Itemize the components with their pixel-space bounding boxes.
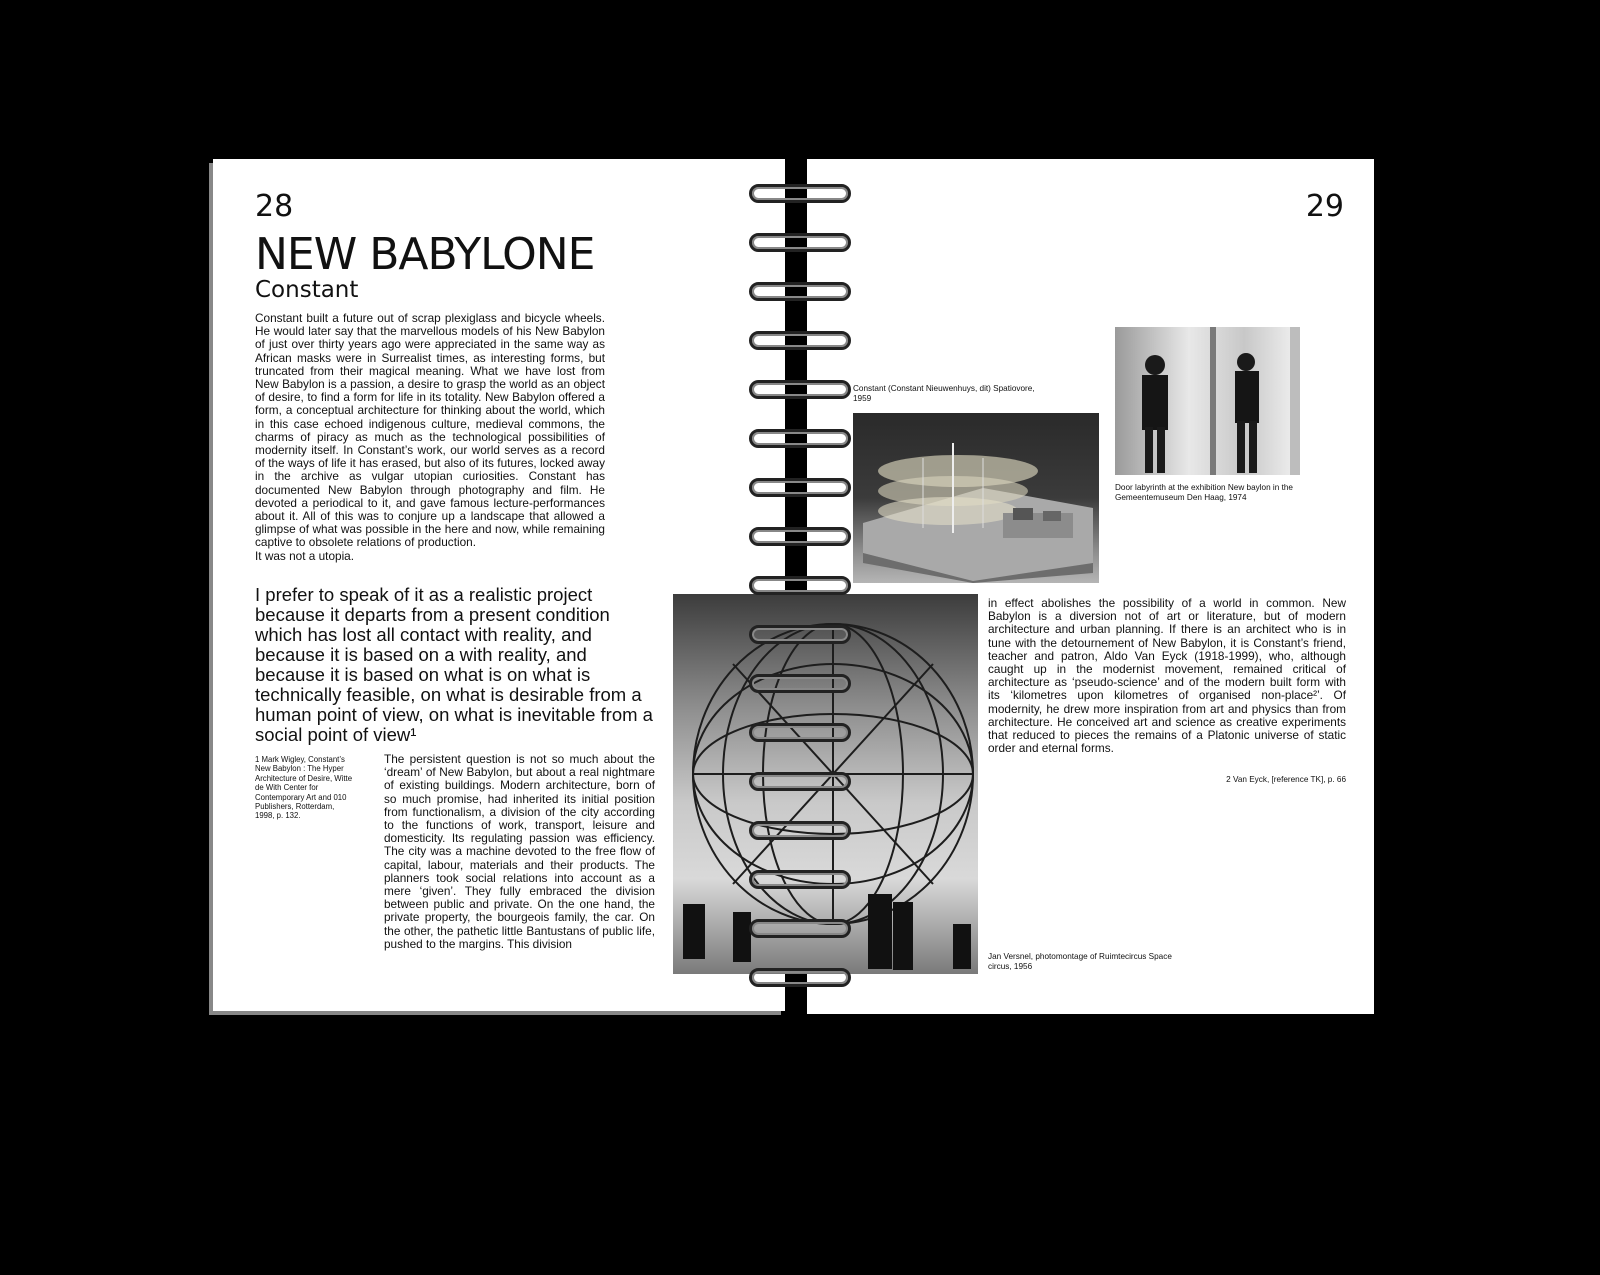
caption-spatiovore: Constant (Constant Nieuwenhuys, dit) Spatiovore, 1959 <box>853 384 1035 403</box>
binding-coil <box>749 723 851 742</box>
intro-paragraph: Constant built a future out of scrap plexiglass and bicycle wheels. He would later say that the marvellous models of his New Babylon of just over thirty years ago were appreciated in the same way as African masks were in Surrealist times, as interesting forms, but truncated from their magical meaning. What we have lost from New Babylon is a passion, a desire to grasp the world as an object of desire, to find a form for life in its totality. New Babylon offered a form, a conceptual architecture for thinking about the world, which in this case echoed indigenous culture, medieval commons, the charms of piracy as much as the technological possibilities of modernity itself. In Constant’s work, our world serves as a record of the ways of life it has erased, but also of its futures, locked away in the archive as vulgar utopian curiosities. Constant has documented New Babylon through photography and film. He devoted a periodical to it, and gave famous lecture-performances about it. All of this was to conjure up a landscape that allowed a glimpse of what was possible in the here and now, while remaining captive to obsolete relations of production. <box>255 311 605 550</box>
binding-coil <box>749 429 851 448</box>
binding-coil <box>749 380 851 399</box>
binding-coil <box>749 527 851 546</box>
binding-coil <box>749 331 851 350</box>
binding-coil <box>749 233 851 252</box>
binding-coil <box>749 919 851 938</box>
binding-coil <box>749 478 851 497</box>
photo-spatiovore-model <box>853 413 1099 583</box>
binding-coil <box>749 184 851 203</box>
article-subtitle: Constant <box>255 277 359 303</box>
footnote-1: 1 Mark Wigley, Constant’s New Babylon : The Hyper Architecture of Desire, Witte de With Center for Contemporary Art and 010 Publishers, Rotterdam, 1998, p. 132. <box>255 755 353 821</box>
binding-coil <box>749 968 851 987</box>
footnote-2: 2 Van Eyck, [reference TK], p. 66 <box>1226 775 1346 784</box>
body-column-left: The persistent question is not so much about the ‘dream’ of New Babylon, but about a real nightmare of existing buildings. Modern architecture, born of so much promise, had inherited its initial position from functionalism, a division of the city according to the functions of work, transport, leisure and domesticity. Its regulating passion was efficiency. The city was a machine devoted to the free flow of capital, labour, materials and their products. The planners took social relations into account as a mere ‘given’. They fully embraced the division between public and private. On the one hand, the private property, the bourgeois family, the car. On the other, the pathetic little Bantustans of public life, pushed to the margins. This division <box>384 752 655 951</box>
caption-space-circus: Jan Versnel, photomontage of Ruimtecircus Space circus, 1956 <box>988 952 1172 971</box>
binding-coil <box>749 772 851 791</box>
binding-coil <box>749 674 851 693</box>
intro-text <box>255 312 605 563</box>
binding-coil <box>749 282 851 301</box>
binding-coil <box>749 870 851 889</box>
pull-quote: I prefer to speak of it as a realistic project because it departs from a present condition which has lost all contact with reality, and because it is based on a with reality, and because it is based on what is on what is technically feasible, on what is desirable from a human point of view, on what is inevitable from a social point of view¹ <box>255 584 653 745</box>
binding-coil <box>749 821 851 840</box>
article-title: NEW BABYLONE <box>255 229 595 280</box>
binding-coil <box>749 625 851 644</box>
binding-coil <box>749 576 851 595</box>
photo-door-labyrinth <box>1115 327 1300 475</box>
caption-door-labyrinth: Door labyrinth at the exhibition New baylon in the Gemeentemuseum Den Haag, 1974 <box>1115 483 1293 502</box>
intro-closing-line: It was not a utopia. <box>255 548 355 563</box>
page-number-left: 28 <box>255 189 294 224</box>
page-number-right: 29 <box>1305 189 1344 224</box>
body-column-right: in effect abolishes the possibility of a world in common. New Babylon is a diversion not of art or literature, but of modern architecture and urban planning. If there is an architect who is in tune with the detournement of New Babylon, it is Constant’s friend, teacher and patron, Aldo Van Eyck (1918-1999), who, although caught up in the modernist movement, remained critical of architecture as ‘pseudo-science’ and of the modern built form with its ‘kilometres upon kilometres of organised non-place²’. Of modernity, he drew more inspiration from art and physics than from architecture. He conceived art and science as creative experiments that reduced to pieces the remains of a Platonic universe of static order and eternal forms. <box>988 596 1346 756</box>
